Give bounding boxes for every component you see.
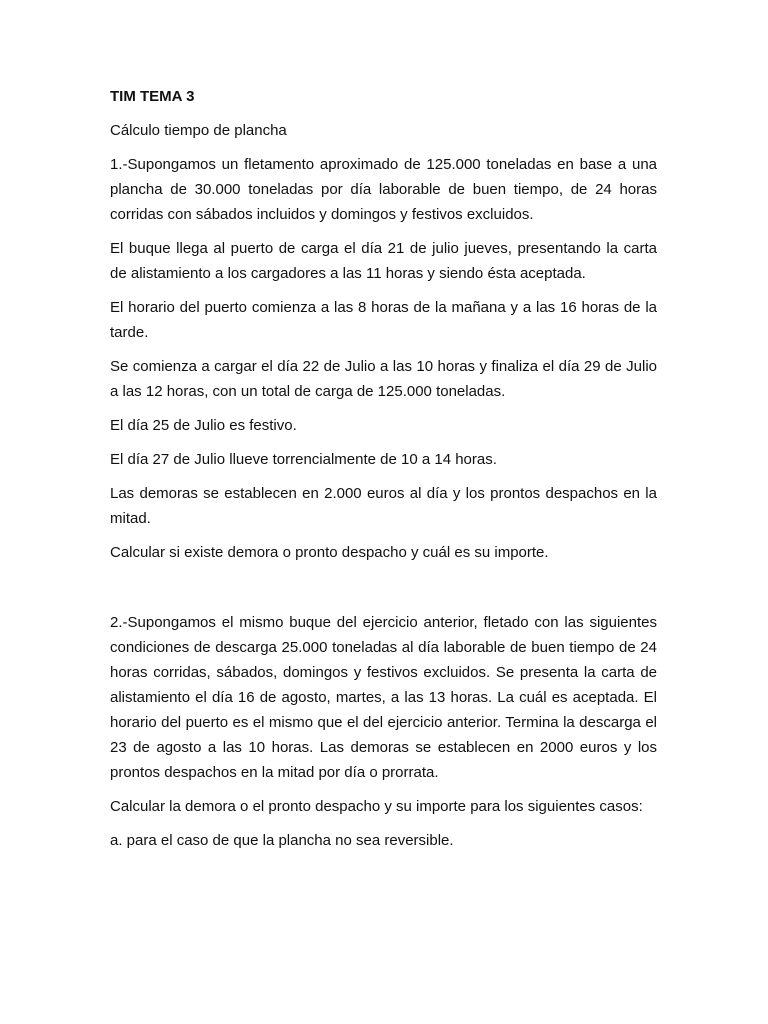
exercise1-paragraph: El buque llega al puerto de carga el día 21 de julio jueves, presentando la carta de alistamiento a los cargadores a las 11 horas y siendo ésta aceptada.: [110, 240, 657, 282]
exercise2-paragraph: a. para el caso de que la plancha no sea reversible.: [110, 832, 454, 849]
document-subtitle: Cálculo tiempo de plancha: [110, 122, 287, 139]
exercise1-paragraph: Las demoras se establecen en 2.000 euros al día y los prontos despachos en la mitad.: [110, 485, 657, 527]
exercise2-paragraph: 2.-Supongamos el mismo buque del ejercicio anterior, fletado con las siguientes condiciones de descarga 25.000 toneladas al día laborable de buen tiempo de 24 horas corridas, sábados, domingos y festivos excluidos. Se presenta la carta de alistamiento el día 16 de agosto, martes, a las 13 horas. La cuál es aceptada. El horario del puerto es el mismo que el del ejercicio anterior. Termina la descarga el 23 de agosto a las 10 horas. Las demoras se establecen en 2000 euros y los prontos despachos en la mitad por día o prorrata.: [110, 614, 657, 781]
exercise1-paragraph: El día 27 de Julio llueve torrencialmente de 10 a 14 horas.: [110, 451, 497, 468]
exercise2-paragraph: Calcular la demora o el pronto despacho y su importe para los siguientes casos:: [110, 798, 643, 815]
document-title: TIM TEMA 3: [110, 88, 195, 105]
exercise1-paragraph: Calcular si existe demora o pronto despacho y cuál es su importe.: [110, 544, 549, 561]
exercise1-paragraph: Se comienza a cargar el día 22 de Julio a las 10 horas y finaliza el día 29 de Julio a las 12 horas, con un total de carga de 125.000 toneladas.: [110, 358, 657, 400]
exercise1-paragraph: El día 25 de Julio es festivo.: [110, 417, 297, 434]
exercise1-paragraph: 1.-Supongamos un fletamento aproximado de 125.000 toneladas en base a una plancha de 30.000 toneladas por día laborable de buen tiempo, de 24 horas corridas con sábados incluidos y domingos y festivos excluidos.: [110, 156, 657, 223]
exercise1-paragraph: El horario del puerto comienza a las 8 horas de la mañana y a las 16 horas de la tarde.: [110, 299, 657, 341]
section-spacer: [110, 574, 657, 610]
document-page: [110, 84, 657, 862]
